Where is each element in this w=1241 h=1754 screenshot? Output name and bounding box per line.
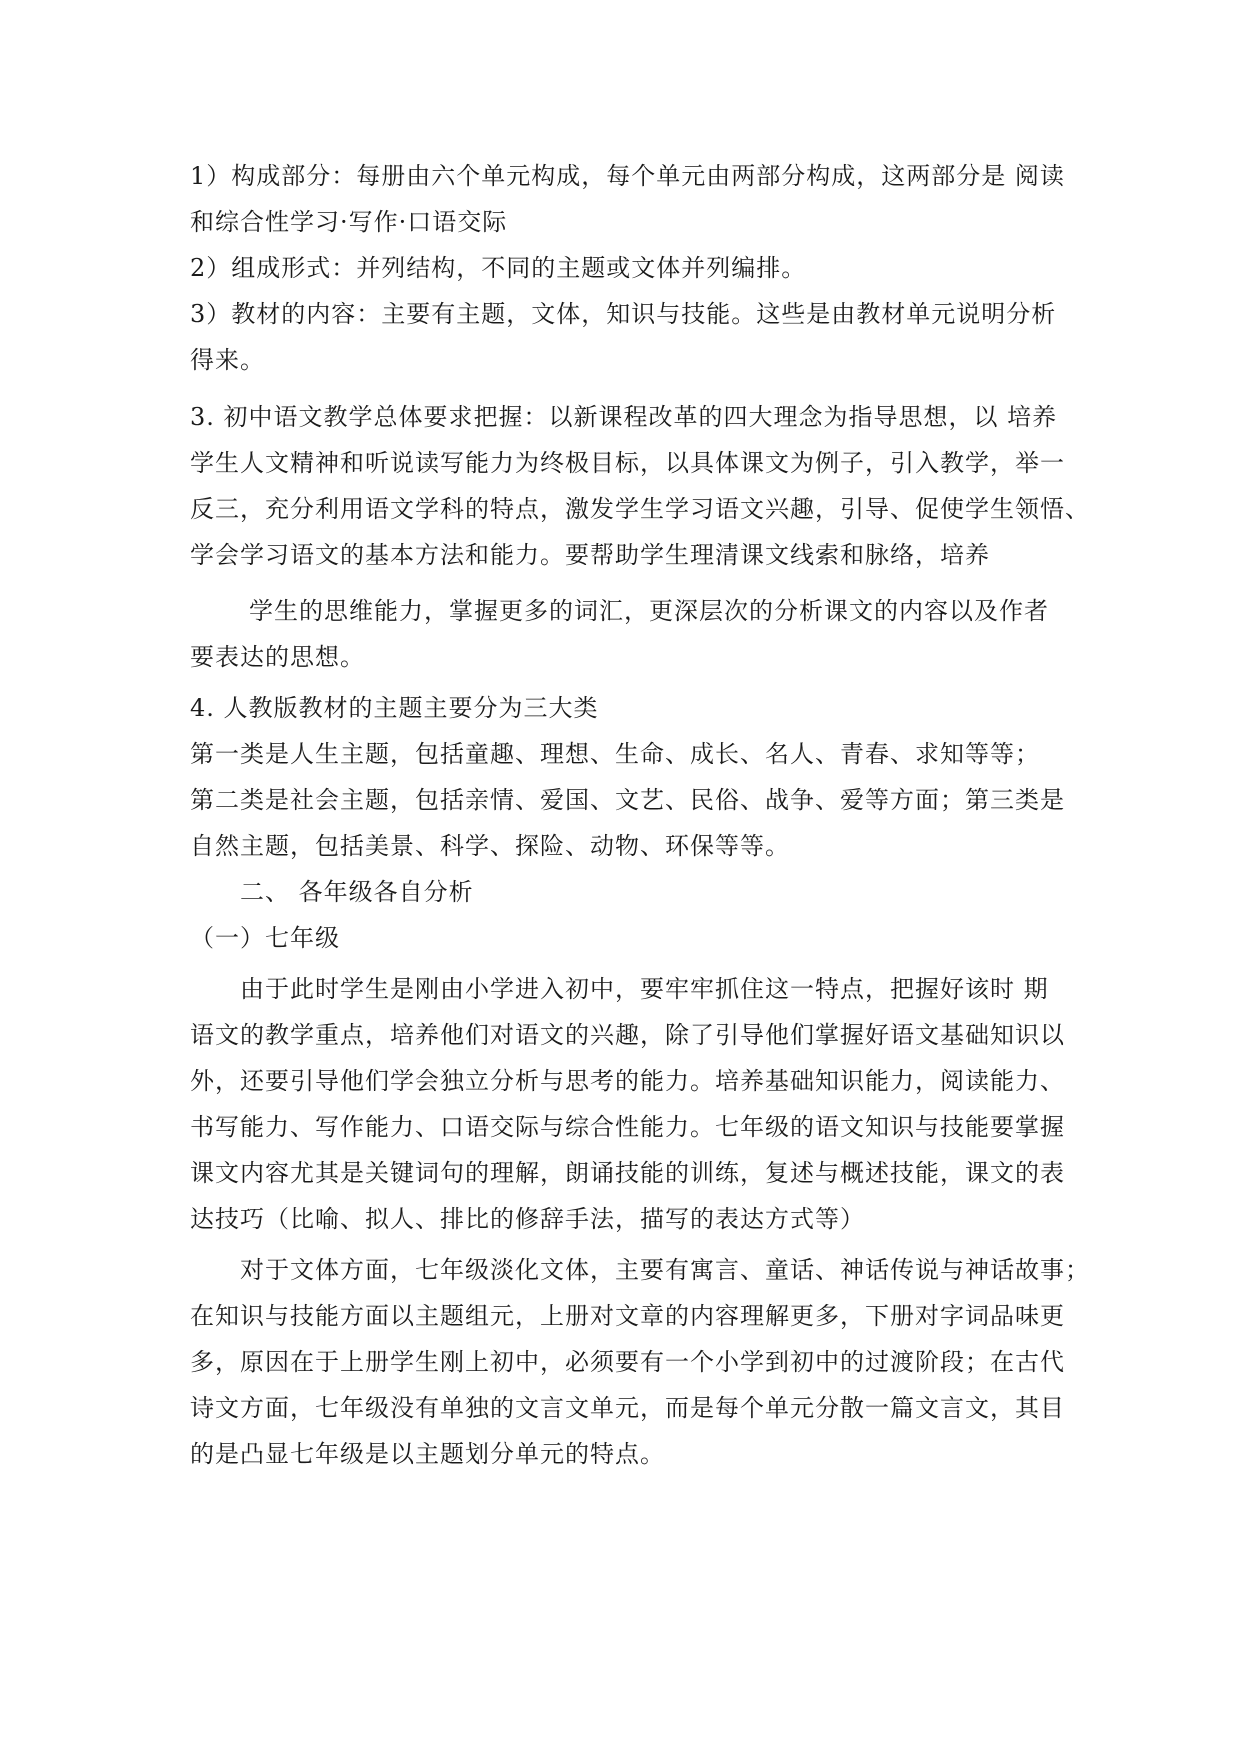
paragraph-line: 语文的教学重点，培养他们对语文的兴趣，除了引导他们掌握好语文基础知识以: [190, 1021, 1065, 1049]
paragraph-line: 3）教材的内容：主要有主题，文体，知识与技能。这些是由教材单元说明分析: [190, 300, 1057, 328]
paragraph-line: 达技巧（比喻、拟人、排比的修辞手法，描写的表达方式等）: [190, 1205, 865, 1233]
paragraph-line: 学生人文精神和听说读写能力为终极目标，以具体课文为例子，引入教学，举一: [190, 449, 1065, 477]
paragraph-line: 第一类是人生主题，包括童趣、理想、生命、成长、名人、青春、求知等等；: [190, 740, 1040, 768]
paragraph-line: 1）构成部分：每册由六个单元构成，每个单元由两部分构成，这两部分是 阅读: [190, 162, 1065, 190]
paragraph-line: 课文内容尤其是关键词句的理解，朗诵技能的训练，复述与概述技能，课文的表: [190, 1159, 1065, 1187]
paragraph-line: 外，还要引导他们学会独立分析与思考的能力。培养基础知识能力，阅读能力、: [190, 1067, 1065, 1095]
paragraph-line: 要表达的思想。: [190, 643, 365, 671]
paragraph-line: 学会学习语文的基本方法和能力。要帮助学生理清课文线索和脉络，培养: [190, 541, 990, 569]
paragraph-line: 在知识与技能方面以主题组元，上册对文章的内容理解更多，下册对字词品味更: [190, 1302, 1065, 1330]
paragraph-line: 学生的思维能力，掌握更多的词汇，更深层次的分析课文的内容以及作者: [249, 597, 1049, 625]
paragraph-line: 诗文方面，七年级没有单独的文言文单元，而是每个单元分散一篇文言文，其目: [190, 1394, 1065, 1422]
paragraph-line: 2）组成形式：并列结构，不同的主题或文体并列编排。: [190, 254, 807, 282]
paragraph-line: 对于文体方面，七年级淡化文体，主要有寓言、童话、神话传说与神话故事；: [240, 1256, 1090, 1284]
paragraph-line: 的是凸显七年级是以主题划分单元的特点。: [190, 1440, 665, 1468]
paragraph-line: 自然主题，包括美景、科学、探险、动物、环保等等。: [190, 832, 790, 860]
paragraph-line: 3. 初中语文教学总体要求把握：以新课程改革的四大理念为指导思想，以 培养: [190, 403, 1058, 431]
subsection-heading: （一）七年级: [190, 924, 340, 952]
paragraph-line: 得来。: [190, 346, 265, 374]
paragraph-line: 4. 人教版教材的主题主要分为三大类: [190, 694, 599, 722]
paragraph-line: 和综合性学习·写作·口语交际: [190, 208, 508, 236]
paragraph-line: 由于此时学生是刚由小学进入初中，要牢牢抓住这一特点，把握好该时 期: [240, 975, 1049, 1003]
section-heading: 二、 各年级各自分析: [240, 878, 474, 906]
paragraph-line: 第二类是社会主题，包括亲情、爱国、文艺、民俗、战争、爱等方面；第三类是: [190, 786, 1065, 814]
paragraph-line: 书写能力、写作能力、口语交际与综合性能力。七年级的语文知识与技能要掌握: [190, 1113, 1065, 1141]
paragraph-line: 多，原因在于上册学生刚上初中，必须要有一个小学到初中的过渡阶段；在古代: [190, 1348, 1065, 1376]
paragraph-line: 反三，充分利用语文学科的特点，激发学生学习语文兴趣，引导、促使学生领悟、: [190, 495, 1090, 523]
